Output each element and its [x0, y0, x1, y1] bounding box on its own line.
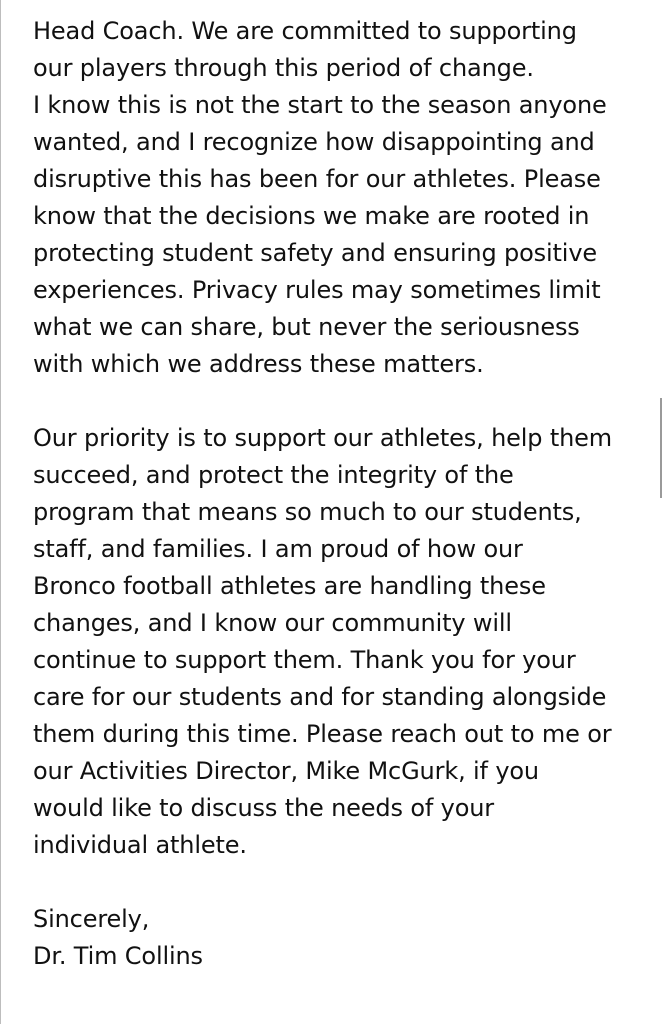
- paragraph-line: individual athlete.: [33, 831, 247, 859]
- paragraph-line: Bronco football athletes are handling these: [33, 572, 546, 600]
- paragraph-line: program that means so much to our students,: [33, 498, 582, 526]
- paragraph-spacer: [33, 864, 653, 901]
- paragraph-line: with which we address these matters.: [33, 350, 484, 378]
- paragraph-line: Head Coach. We are committed to supporting: [33, 17, 577, 45]
- paragraph-line: care for our students and for standing alongside: [33, 683, 607, 711]
- paragraph-line: staff, and families. I am proud of how our: [33, 535, 523, 563]
- paragraph-line: I know this is not the start to the season anyone: [33, 91, 607, 119]
- paragraph-spacer: [33, 383, 653, 420]
- paragraph-line: disruptive this has been for our athletes. Please: [33, 165, 601, 193]
- paragraph-line: Our priority is to support our athletes, help them: [33, 424, 612, 452]
- paragraph-2: [33, 420, 653, 864]
- paragraph-line: our Activities Director, Mike McGurk, if you: [33, 757, 539, 785]
- paragraph-line: continue to support them. Thank you for your: [33, 646, 576, 674]
- paragraph-line: changes, and I know our community will: [33, 609, 512, 637]
- paragraph-line: them during this time. Please reach out to me or: [33, 720, 612, 748]
- letter-body: [33, 13, 653, 975]
- paragraph-line: protecting student safety and ensuring positive: [33, 239, 597, 267]
- paragraph-line: wanted, and I recognize how disappointing and: [33, 128, 595, 156]
- paragraph-line: what we can share, but never the seriousness: [33, 313, 580, 341]
- paragraph-line: experiences. Privacy rules may sometimes limit: [33, 276, 601, 304]
- closing: Sincerely,: [33, 905, 150, 933]
- paragraph-line: succeed, and protect the integrity of the: [33, 461, 514, 489]
- paragraph-line: know that the decisions we make are rooted in: [33, 202, 590, 230]
- signature: Dr. Tim Collins: [33, 942, 203, 970]
- paragraph-line: our players through this period of change.: [33, 54, 534, 82]
- paragraph-line: would like to discuss the needs of your: [33, 794, 495, 822]
- paragraph-1: [33, 13, 653, 383]
